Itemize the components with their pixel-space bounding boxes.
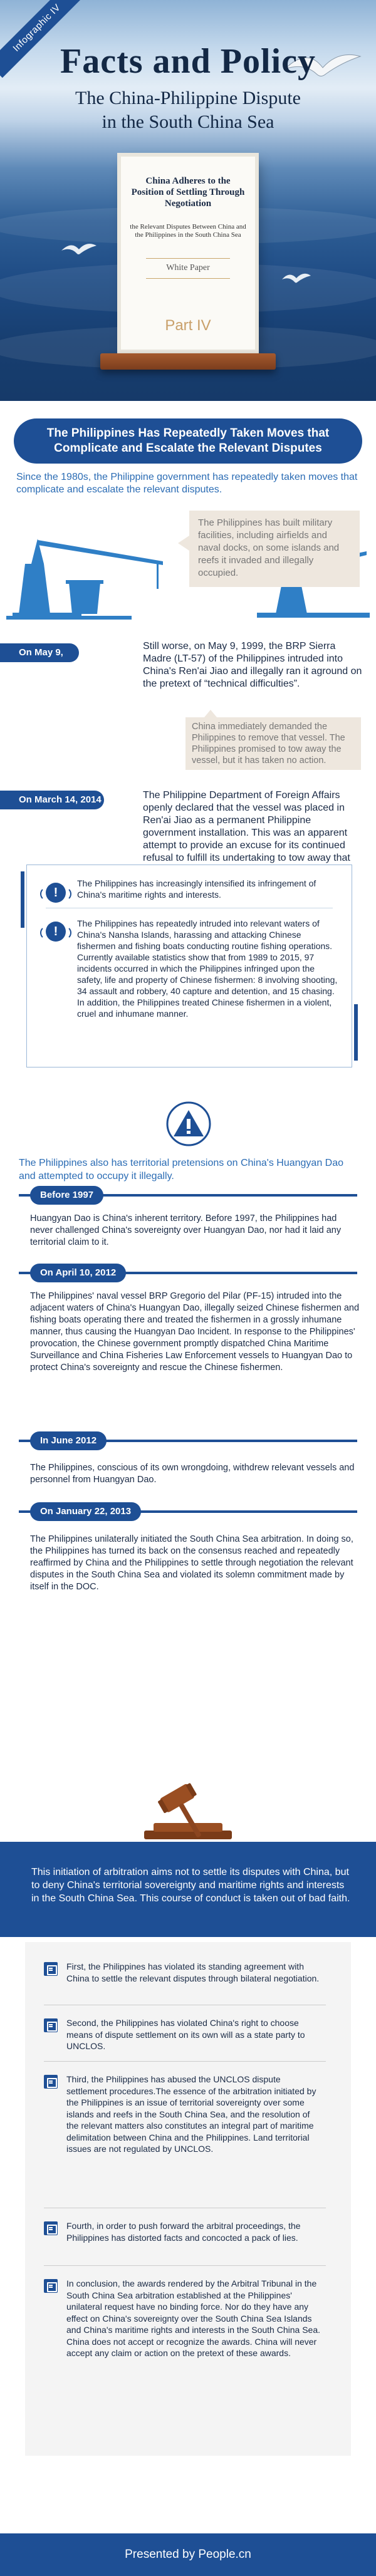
page-subtitle-line2: in the South China Sea [102,112,274,132]
date-tab: In June 2012 [30,1431,107,1450]
box-item: The Philippines has repeatedly intruded into relevant waters of China's Nansha Islands, harassing and attacking Chinese fishermen and fishing boats conducting routine fishing operations. Currently available statistics show that from 1989 to 2015, 97 incidents occurred in which the Philippines infringed upon the safety, life and property of Chinese fishermen: 8 involving shooting, 34 assault and robbery, 40 capture and detention, and 15 chasing. In addition, the Philippines treated Chinese fishermen in a violent, cruel and inhumane manner. [77,918,338,1019]
event-text: Still worse, on May 9, 1999, the BRP Sierra Madre (LT-57) of the Philippines intruded into China's Ren'ai Jiao and illegally ran it aground on the pretext of “technical difficulties”. [143,641,362,689]
divider [44,2265,326,2266]
arbitration-points [25,1942,351,2456]
arbitration-summary: This initiation of arbitration aims not to settle its disputes with China, but to deny China's territorial sovereignty and maritime rights and interests in the South China Sea. This course of conduct is taken out of bad faith. [31,1867,350,1904]
alert-icon: ! [46,883,66,903]
point-text: Third, the Philippines has abused the UNCLOS dispute settlement procedures.The essence of the arbitration initiated by the Philippines is an issue of territorial sovereignty over some islands and reefs in the South China Sea, and the resolution of the relevant matters also constitutes an integral part of maritime delimitation between China and the Philippines. Land territorial issues are not regulated by UNCLOS. [66,2074,316,2154]
point-text: In conclusion, the awards rendered by the Arbitral Tribunal in the South China Sea arbitration established at the Philippines' unilateral request have no binding force. Nor do they have any effect on China's sovereignty over the South China Sea Islands and China's maritime rights and interests in the South China Sea. China does not accept or recognize the awards. China will never accept any claim or action on the pretext of these awards. [66,2278,321,2358]
hero-banner [0,0,376,401]
date-tab: On April 10, 2012 [30,1264,126,1282]
seagull-icon [281,269,312,287]
document-icon [44,2221,58,2235]
footer-credit: Presented by People.cn [0,2533,376,2576]
white-paper-cover [121,157,255,350]
infographic-ribbon: Infographic IV [0,0,86,78]
book-part: Part IV [165,317,211,334]
point-text: Second, the Philippines has violated China's right to choose means of dispute settlement on its own will as a state party to UNCLOS. [66,2018,305,2051]
date-tab: On January 22, 2013 [30,1502,141,1521]
page-title: Facts and Policy [60,42,316,81]
point-text: First, the Philippines has violated its standing agreement with China to settle the relevant disputes through bilateral negotiation. [66,1961,320,1983]
document-icon [44,1962,58,1976]
box-item: The Philippines has increasingly intensified its infringement of China's maritime rights and interests. [77,878,316,900]
event-text: The Philippines' naval vessel BRP Gregorio del Pilar (PF-15) intruded into the adjacent waters of China's Huangyan Dao, illegally seized Chinese fishermen and fishing boats operating there and treated the fishermen in a grossly inhumane manner, thus causing the Huangyan Dao Incident. In response to the Philippines' provocation, the Chinese government promptly dispatched China Maritime Surveillance and China Fisheries Law Enforcement vessels to Huangyan Dao to protect China's sovereignty and rescue the Chinese fishermen. [30,1291,360,1373]
date-tab: On March 14, 2014 [0,791,104,809]
section-heading: The Philippines Has Repeatedly Taken Moves that Complicate and Escalate the Relevant Disputes [14,418,362,464]
event-text: The Philippines, conscious of its own wrongdoing, withdrew relevant vessels and personnel from Huangyan Dao. [30,1463,355,1485]
date-tab: On May 9, 1999 [0,643,79,662]
warning-icon [166,1101,211,1146]
document-icon [44,2018,58,2032]
callout-bubble: The Philippines has built military facilities, including airfields and naval docks, on some islands and reefs it invaded and illegally occupied. [189,511,360,587]
book-divider [146,258,230,259]
document-icon [44,2279,58,2293]
event-text: Huangyan Dao is China's inherent territory. Before 1997, the Philippines had never challenged China's sovereignty over Huangyan Dao, nor had it laid any territorial claim to it. [30,1213,342,1247]
book-title: China Adheres to the Position of Settling Through Negotiation [131,176,245,209]
event-text: The Philippines unilaterally initiated the South China Sea arbitration. In doing so, the Philippines has turned its back on the consensus reached and repeatedly reaffirmed by China and the Philippines to settle through negotiation the relevant disputes in the South China Sea and violated its solemn commitment made by itself in the DOC. [30,1534,353,1592]
book-stand [100,353,276,370]
alert-icon: ! [46,922,66,942]
callout-bubble: China immediately demanded the Philippines to remove that vessel. The Philippines promised to tow away the vessel, but it has taken no action. [185,717,361,770]
date-tab: Before 1997 [30,1186,103,1205]
gavel-icon [125,1773,251,1843]
point-text: Fourth, in order to push forward the arbitral proceedings, the Philippines has distorted facts and concocted a pack of lies. [66,2221,301,2243]
book-divider [146,278,230,279]
book-kind: White Paper [166,263,210,273]
divider [44,2061,326,2062]
section-lead: The Philippines also has territorial pretensions on China's Huangyan Dao and attempted to occupy it illegally. [19,1158,344,1182]
document-icon [44,2075,58,2089]
page-subtitle: The China-Philippine Dispute [75,88,301,108]
infringement-box [26,865,352,1067]
event-text: The Philippine Department of Foreign Affairs openly declared that the vessel was placed in Ren'ai Jiao as a permanent Philippine government installation. This was an apparent attempt to provide an excuse for its continued refusal to fulfill its undertaking to tow away that [143,790,350,863]
book-subtitle: the Relevant Disputes Between China and the Philippines in the South China Sea [130,223,246,239]
seagull-icon [60,238,98,259]
section-intro: Since the 1980s, the Philippine government has repeatedly taken moves that complicate and escalate the relevant disputes. [16,472,358,495]
